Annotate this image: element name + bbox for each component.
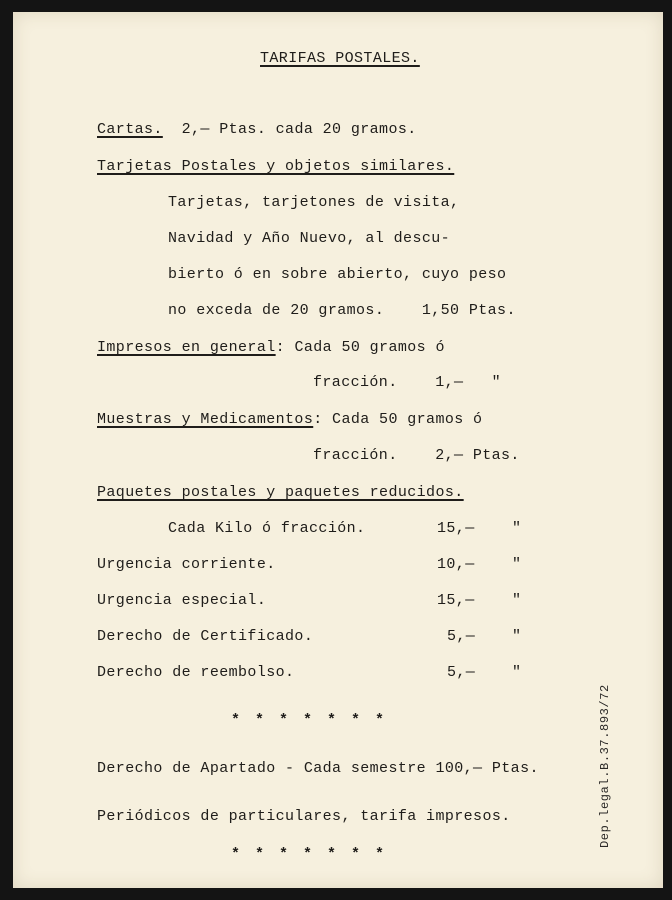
cartas-line xyxy=(97,121,417,139)
paquete-row-amount: 15,— xyxy=(437,520,475,537)
cartas-label: Cartas. xyxy=(97,121,163,138)
paquete-row-label: Urgencia corriente. xyxy=(97,556,276,573)
tarjetas-line-2: Navidad y Año Nuevo, al descu- xyxy=(168,230,451,247)
paquetes-heading: Paquetes postales y paquetes reducidos. xyxy=(97,484,464,501)
legal-deposit: Dep.legal.B.37.893/72 xyxy=(598,684,612,848)
paquete-row-label: Derecho de reembolso. xyxy=(97,664,295,681)
paquete-row-ditto: " xyxy=(512,520,522,537)
impresos-label: Impresos en general xyxy=(97,339,276,356)
paquete-row-label: Urgencia especial. xyxy=(97,592,267,609)
paquete-row-amount: 10,— xyxy=(437,556,475,573)
tarjetas-heading: Tarjetas Postales y objetos similares. xyxy=(97,158,455,175)
muestras-line xyxy=(97,411,482,429)
paquete-row-ditto: " xyxy=(512,628,522,645)
muestras-cont: fracción. 2,— Ptas. xyxy=(313,447,520,464)
periodicos-line: Periódicos de particulares, tarifa impresos. xyxy=(97,808,511,825)
paquete-row-label: Cada Kilo ó fracción. xyxy=(168,520,366,537)
paquete-row-label: Derecho de Certificado. xyxy=(97,628,314,645)
muestras-label: Muestras y Medicamentos xyxy=(97,411,314,428)
document-title: TARIFAS POSTALES. xyxy=(260,50,420,67)
tarjetas-line-4: no exceda de 20 gramos. 1,50 Ptas. xyxy=(168,302,516,319)
separator-top: * * * * * * * xyxy=(231,712,388,729)
impresos-rest: : Cada 50 gramos ó xyxy=(275,339,445,356)
cartas-rate: 2,— Ptas. cada 20 gramos. xyxy=(181,121,417,138)
paquete-row-ditto: " xyxy=(512,592,522,609)
paquete-row-ditto: " xyxy=(512,664,522,681)
paquete-row-amount: 15,— xyxy=(437,592,475,609)
impresos-line xyxy=(97,339,445,357)
muestras-rest: : Cada 50 gramos ó xyxy=(313,411,483,428)
impresos-cont: fracción. 1,— " xyxy=(313,374,502,391)
separator-bottom: * * * * * * * xyxy=(231,846,388,863)
paquete-row-amount: 5,— xyxy=(447,664,476,681)
tarjetas-line-1: Tarjetas, tarjetones de visita, xyxy=(168,194,460,211)
paquete-row-ditto: " xyxy=(512,556,522,573)
apartado-line: Derecho de Apartado - Cada semestre 100,— Ptas. xyxy=(97,760,539,777)
tarjetas-line-3: bierto ó en sobre abierto, cuyo peso xyxy=(168,266,507,283)
paquete-row-amount: 5,— xyxy=(447,628,476,645)
